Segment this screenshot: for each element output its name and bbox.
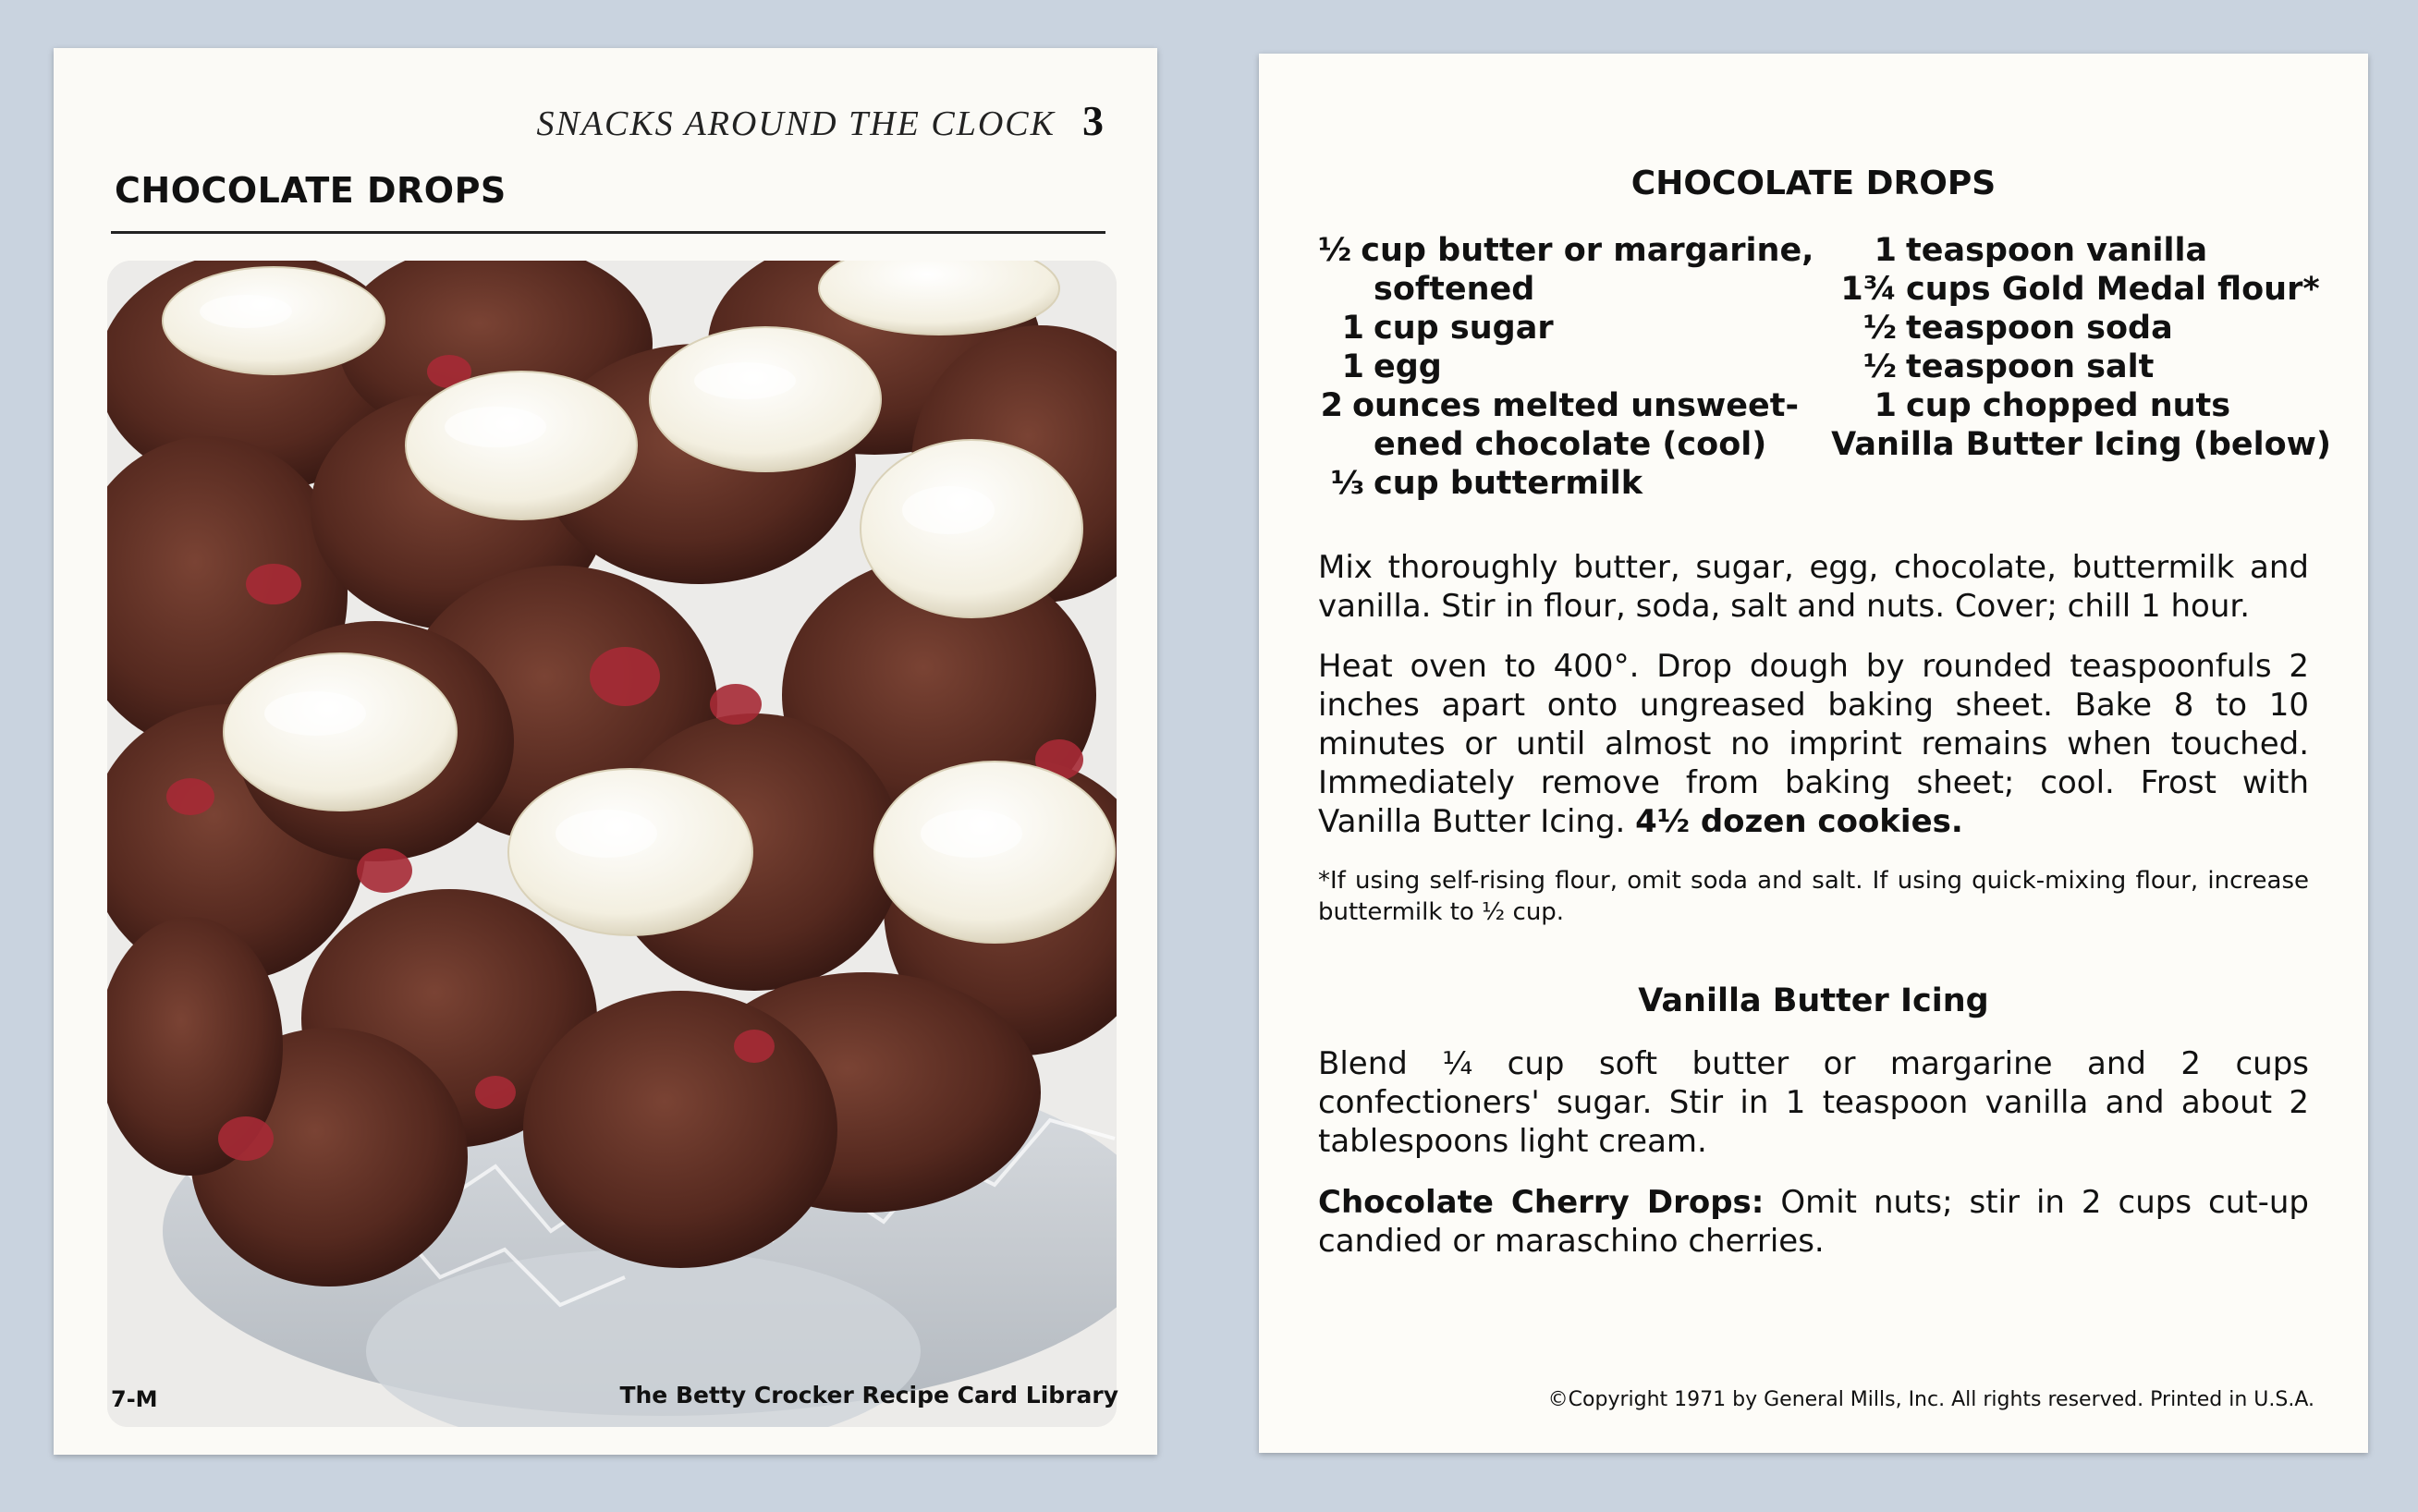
cookies-photo bbox=[107, 261, 1117, 1427]
variation-label: Chocolate Cherry Drops: bbox=[1318, 1184, 1765, 1221]
ingredient-row bbox=[1318, 270, 1799, 309]
ingredient-text: ened chocolate (cool) bbox=[1374, 426, 1767, 463]
ingredient-text: egg bbox=[1374, 348, 1442, 385]
icing-instructions: Blend ¼ cup soft butter or margarine and 2 cups confectioners' sugar. Stir in 1 teaspoon vanilla and about 2 tablespoons light cream. bbox=[1318, 1045, 2309, 1160]
step-bake-text: Heat oven to 400°. Drop dough by rounded teaspoonfuls 2 inches apart onto ungreased baking sheet. Bake 8 to 10 minutes or until almost no imprint remains when touched. Immediately remove from baking sheet; cool. Frost with Vanilla Butter Icing. bbox=[1318, 648, 2309, 840]
ingredient-text: cups Gold Medal flour* bbox=[1906, 271, 2320, 308]
ingredient-row bbox=[1814, 386, 2331, 425]
library-name: The Betty Crocker Recipe Card Library bbox=[619, 1382, 1118, 1408]
ingredient-qty bbox=[1318, 270, 1374, 309]
cookies-illustration bbox=[107, 261, 1117, 1427]
ingredient-row bbox=[1814, 309, 2331, 348]
ingredient-qty: ½ bbox=[1318, 232, 1352, 269]
ingredient-row bbox=[1318, 386, 1799, 425]
ingredient-text: teaspoon soda bbox=[1906, 310, 2173, 347]
ingredient-qty: ⅓ bbox=[1330, 465, 1364, 502]
step-bake bbox=[1318, 647, 2309, 841]
ingredient-text: teaspoon vanilla bbox=[1906, 232, 2208, 269]
ingredient-qty: 1 bbox=[1874, 232, 1897, 269]
ingredient-row bbox=[1814, 348, 2331, 386]
icing-title: Vanilla Butter Icing bbox=[1638, 982, 1989, 1019]
title-divider bbox=[111, 231, 1105, 234]
ingredient-qty: ½ bbox=[1862, 348, 1897, 385]
copyright: ©Copyright 1971 by General Mills, Inc. All rights reserved. Printed in U.S.A. bbox=[1547, 1388, 2314, 1411]
ingredient-text: teaspoon salt bbox=[1906, 348, 2155, 385]
ingredient-text: softened bbox=[1374, 271, 1535, 308]
ingredient-text: cup butter or margarine, bbox=[1361, 232, 1814, 269]
ingredient-row bbox=[1814, 231, 2331, 270]
ingredient-text: Vanilla Butter Icing (below) bbox=[1831, 426, 2331, 463]
recipe-card-back bbox=[1259, 54, 2368, 1453]
ingredient-qty bbox=[1814, 425, 1831, 464]
ingredient-qty: 1 bbox=[1341, 310, 1364, 347]
ingredient-text: cup chopped nuts bbox=[1906, 387, 2231, 424]
ingredient-row bbox=[1318, 231, 1814, 270]
ingredient-qty: 2 bbox=[1320, 387, 1343, 424]
yield: 4½ dozen cookies. bbox=[1635, 803, 1963, 840]
variation bbox=[1318, 1183, 2309, 1261]
ingredient-row bbox=[1318, 348, 1799, 386]
ingredient-row bbox=[1814, 270, 2331, 309]
ingredient-row bbox=[1814, 425, 2331, 464]
recipe-title: CHOCOLATE DROPS bbox=[1630, 165, 1997, 202]
section-number: 3 bbox=[1082, 97, 1104, 144]
ingredient-text: ounces melted unsweet- bbox=[1351, 387, 1799, 424]
ingredient-qty: 1 bbox=[1874, 387, 1897, 424]
recipe-card-front bbox=[54, 48, 1157, 1455]
ingredient-qty: 1¾ bbox=[1840, 271, 1897, 308]
section-title: SNACKS AROUND THE CLOCK bbox=[536, 104, 1056, 143]
ingredient-row bbox=[1318, 464, 1799, 503]
card-title: CHOCOLATE DROPS bbox=[115, 170, 507, 211]
step-mix: Mix thoroughly butter, sugar, egg, chocolate, buttermilk and vanilla. Stir in flour, soda, salt and nuts. Cover; chill 1 hour. bbox=[1318, 549, 2309, 625]
footnote: *If using self-rising flour, omit soda and salt. If using quick-mixing flour, increase buttermilk to ½ cup. bbox=[1318, 867, 2309, 926]
ingredients-right-column bbox=[1814, 231, 2331, 464]
ingredient-qty: 1 bbox=[1341, 348, 1364, 385]
ingredient-row bbox=[1318, 309, 1799, 348]
ingredient-qty bbox=[1318, 425, 1374, 464]
variation-text: Omit nuts; stir in 2 cups cut-up candied or maraschino cherries. bbox=[1318, 1184, 2309, 1260]
ingredients-left-column bbox=[1318, 231, 1814, 503]
ingredient-qty: ½ bbox=[1862, 310, 1897, 347]
ingredient-text: cup sugar bbox=[1374, 310, 1554, 347]
card-code: 7-M bbox=[111, 1386, 158, 1412]
ingredient-row bbox=[1318, 425, 1799, 464]
ingredient-text: cup buttermilk bbox=[1374, 465, 1643, 502]
